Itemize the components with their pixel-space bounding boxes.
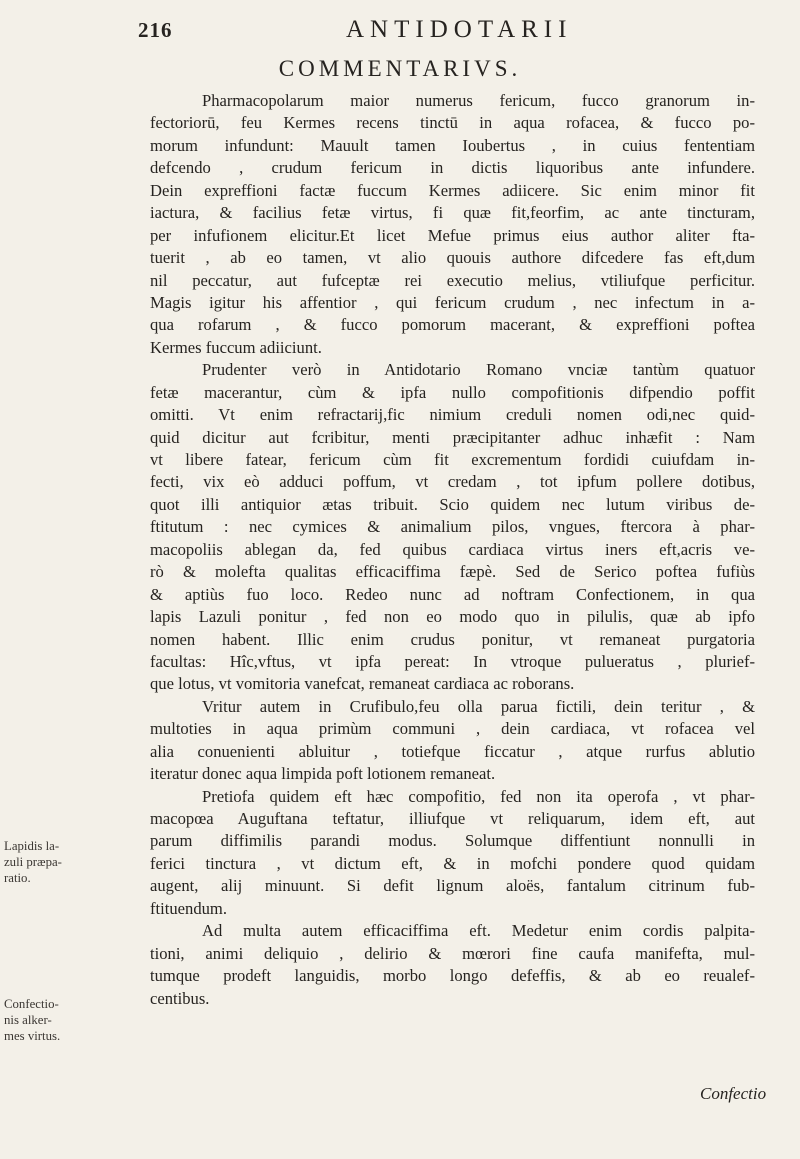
catchword: Confectio <box>700 1084 767 1103</box>
body-text <box>150 90 755 1010</box>
marginal-line: zuli præpa- <box>4 855 62 869</box>
running-title: ANTIDOTARII <box>346 16 573 43</box>
text-line: Vritur autem in Crufibulo,feu olla parua fictili, dein teritur , & <box>202 696 755 716</box>
text-line: per infufionem elicitur.Et licet Mefue primus eius author aliter fta- <box>150 225 755 245</box>
marginal-line: Confectio- <box>4 997 59 1011</box>
text-line: ftitutum : nec cymices & animalium pilos, vngues, ftercora à phar- <box>150 517 755 537</box>
text-line: Pharmacopolarum maior numerus fericum, fucco granorum in- <box>202 91 755 110</box>
text-line: quid dicitur aut fcribitur, menti præcipitanter adhuc inhæfit : Nam <box>150 427 755 447</box>
paragraph-2 <box>150 359 755 696</box>
text-line: fetæ macerantur, cùm & ipfa nullo compofitionis difpendio poffit <box>150 382 755 402</box>
text-line: Dein expreffioni factæ fuccum Kermes adiicere. Sic enim minor fit <box>150 180 755 200</box>
running-head <box>0 16 800 46</box>
text-line: fecti, vix eò adduci poffum, vt credam , tot ipfum pollere dotibus, <box>150 472 755 492</box>
text-line: defcendo , crudum fericum in dictis liquoribus ante infundere. <box>150 158 755 178</box>
marginal-line: nis alker- <box>4 1013 52 1027</box>
text-line: iteratur donec aqua limpida poft lotionem remaneat. <box>150 764 496 784</box>
text-line: macopoliis ablegan da, fed quibus cardiaca virtus iners eft,acris ve- <box>150 539 755 559</box>
section-title: COMMENTARIVS. <box>278 56 522 81</box>
text-line: morum infundunt: Mauult tamen Ioubertus , in cuius fententiam <box>150 135 755 155</box>
marginal-note-confectio <box>4 996 60 1044</box>
paragraph-5 <box>150 920 755 1010</box>
text-line: rò & molefta qualitas efficaciffima fæpè. Sed de Serico poftea fufiùs <box>150 562 755 582</box>
marginal-note-lapis-lazuli <box>4 838 62 886</box>
text-line: tuerit , ab eo tamen, vt alio quouis authore difcedere fas eft,dum <box>150 248 755 268</box>
text-line: que lotus, vt vomitoria vanefcat, remaneat cardiaca ac roborans. <box>150 674 575 694</box>
text-line: tioni, animi deliquio , delirio & mœrori fine caufa manifefta, mul- <box>150 943 755 963</box>
marginal-line: mes virtus. <box>4 1029 61 1043</box>
text-line: fectoriorū, feu Kermes recens tinctū in aqua rofacea, & fucco po- <box>150 113 755 133</box>
text-line: quot illi antiquior ætas tribuit. Scio quidem nec lutum viribus de- <box>150 494 755 514</box>
text-line: Prudenter verò in Antidotario Romano vnciæ tantùm quatuor <box>202 360 755 380</box>
text-line: alia conuenienti abluitur , totiefque ficcatur , atque rurfus ablutio <box>150 741 755 761</box>
text-line: Kermes fuccum adiiciunt. <box>150 337 322 357</box>
marginal-line: Lapidis la- <box>4 839 60 853</box>
text-line: & aptiùs fuo loco. Redeo nunc ad noftram Confectionem, in qua <box>150 584 755 604</box>
paragraph-4 <box>150 786 755 921</box>
paragraph-3 <box>150 696 755 786</box>
text-line: nomen habent. Illic enim crudus ponitur, vt remaneat purgatoria <box>150 629 755 649</box>
marginal-line: ratio. <box>4 871 31 885</box>
text-line: qua rofarum , & fucco pomorum macerant, & expreffioni poftea <box>150 315 755 335</box>
text-line: vt libere fatear, fericum cùm fit excrementum fordidi cuiufdam in- <box>150 450 755 469</box>
text-line: ftituendum. <box>150 898 227 918</box>
text-line: lapis Lazuli ponitur , fed non eo modo quo in pilulis, quæ ab ipfo <box>150 607 755 627</box>
text-line: facultas: Hîc,vftus, vt ipfa pereat: In vtroque pulueratus , plurief- <box>150 651 755 671</box>
text-line: tumque prodeft languidis, morbo longo defeffis, & ab eo reualef- <box>150 966 755 986</box>
text-line: iactura, & facilius fetæ virtus, fi quæ fit,feorfim, ac ante tincturam, <box>150 203 755 223</box>
text-line: multoties in aqua primùm communi , dein cardiaca, vt rofacea vel <box>150 719 755 739</box>
text-line: Magis igitur his affentior , qui fericum crudum , nec infectum in a- <box>150 292 755 312</box>
page-number: 216 <box>138 18 173 42</box>
paragraph-1 <box>150 90 755 359</box>
text-line: nil peccatur, aut fufceptæ rei executio melius, vtiliufque perficitur. <box>150 270 755 290</box>
text-line: ferici tinctura , vt dictum eft, & in mofchi pondere quod quidam <box>150 853 755 873</box>
text-line: omitti. Vt enim refractarij,fic nimium creduli nomen odi,nec quid- <box>150 405 755 425</box>
text-line: parum diffimilis parandi modus. Solumque diffentiunt nonnulli in <box>150 831 755 851</box>
text-line: augent, alij minuunt. Si defit lignum aloës, fantalum citrinum fub- <box>150 876 755 896</box>
text-line: Ad multa autem efficaciffima eft. Medetur enim cordis palpita- <box>202 921 755 941</box>
text-line: Pretiofa quidem eft hæc compofitio, fed non ita operofa , vt phar- <box>202 786 755 806</box>
text-line: centibus. <box>150 988 210 1008</box>
text-line: macopœa Auguftana teftatur, illiufque vt reliquarum, idem eft, aut <box>150 809 755 828</box>
